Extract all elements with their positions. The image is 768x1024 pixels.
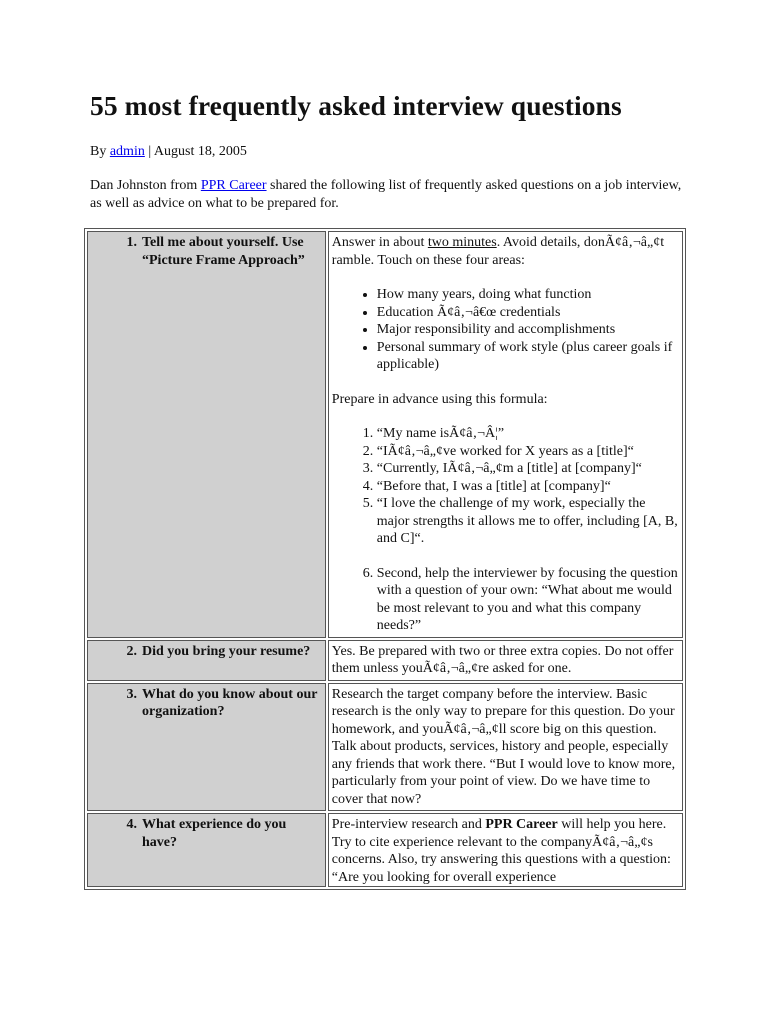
answer-cell	[328, 683, 683, 812]
list-item: 2. “IÃ¢â‚¬â„¢ve worked for X years as a [title]“	[377, 443, 679, 461]
question-number: 3.	[126, 686, 137, 702]
formula-intro: Prepare in advance using this formula:	[331, 391, 548, 407]
answer-text: Pre-interview research and	[331, 817, 482, 832]
list-item: 1. “My name isÃ¢â‚¬Â¦”	[377, 425, 679, 443]
answer-cell	[328, 231, 683, 638]
question-number: 4.	[126, 817, 137, 832]
question-text: What do you know about our organization?	[142, 686, 318, 719]
list-item: • Major responsibility and accomplishments	[377, 321, 679, 339]
answer-cell	[328, 640, 683, 681]
list-item: 6. Second, help the interviewer by focusing the question with a question of your own: “What about me would be most relevant to you and what this company needs?”	[377, 565, 679, 635]
answer-intro-rest: . Avoid details, donÃ¢â‚¬â„¢t ramble. Touch on these four areas:	[331, 235, 665, 268]
questions-table	[84, 228, 686, 890]
question-text: Tell me about yourself. Use “Picture Frame Approach”	[142, 235, 305, 268]
intro-text-before: Dan Johnston from	[90, 178, 198, 193]
byline-separator: |	[148, 144, 152, 159]
byline	[90, 144, 247, 160]
list-item: • Education Ã¢â‚¬â€œ credentials	[377, 304, 679, 322]
list-item: • How many years, doing what function	[377, 286, 679, 304]
answer-cell	[328, 813, 683, 887]
question-text: What experience do you have?	[142, 817, 287, 850]
areas-list	[332, 286, 679, 374]
formula-list	[332, 425, 679, 635]
intro-paragraph	[90, 177, 690, 212]
question-cell	[87, 813, 326, 887]
table-row	[87, 231, 683, 638]
answer-text: Yes. Be prepared with two or three extra copies. Do not offer them unless youÃ¢â‚¬â„¢re asked for one.	[331, 643, 674, 676]
publish-date: August 18, 2005	[153, 144, 247, 159]
table-row	[87, 683, 683, 812]
question-cell	[87, 640, 326, 681]
answer-bold-text: PPR Career	[485, 817, 558, 832]
question-cell	[87, 683, 326, 812]
byline-prefix: By	[90, 144, 107, 159]
list-item: 3. “Currently, IÃ¢â‚¬â„¢m a [title] at [company]“	[377, 460, 679, 478]
ppr-career-link[interactable]: PPR Career	[200, 178, 267, 193]
article-title: 55 most frequently asked interview questions	[90, 90, 622, 121]
answer-intro	[332, 234, 679, 269]
list-item: 5. “I love the challenge of my work, especially the major strengths it allows me to offer, including [A, B, and C]“.	[377, 495, 679, 548]
answer-intro-text: Answer in about	[331, 235, 425, 250]
question-text: Did you bring your resume?	[142, 643, 311, 659]
answer-text-rest: will help you here. Try to cite experience relevant to the companyÃ¢â‚¬â„¢s concerns. Also, try answering this questions with a question: “Are you looking for overall experience	[331, 817, 671, 884]
table-row	[87, 813, 683, 887]
answer-text: Research the target company before the interview. Basic research is the only way to prepare for this question. Do your homework, and youÃ¢â‚¬â„¢ll score big on this question. Talk about products, services, history and people, especially any friends that work there. “But I would love to know more, particularly from your point of view. Do we have time to cover that now?	[331, 686, 676, 807]
answer-intro-underlined: two minutes	[427, 235, 497, 250]
question-number: 2.	[126, 643, 137, 659]
list-item: • Personal summary of work style (plus career goals if applicable)	[377, 339, 679, 374]
author-link[interactable]: admin	[109, 144, 145, 159]
question-cell	[87, 231, 326, 638]
list-item: 4. “Before that, I was a [title] at [company]“	[377, 478, 679, 496]
table-row	[87, 640, 683, 681]
question-number: 1.	[126, 235, 137, 250]
intro-text-after: shared the following list of frequently asked questions on a job interview, as well as advice on what to be prepared for.	[90, 178, 682, 211]
